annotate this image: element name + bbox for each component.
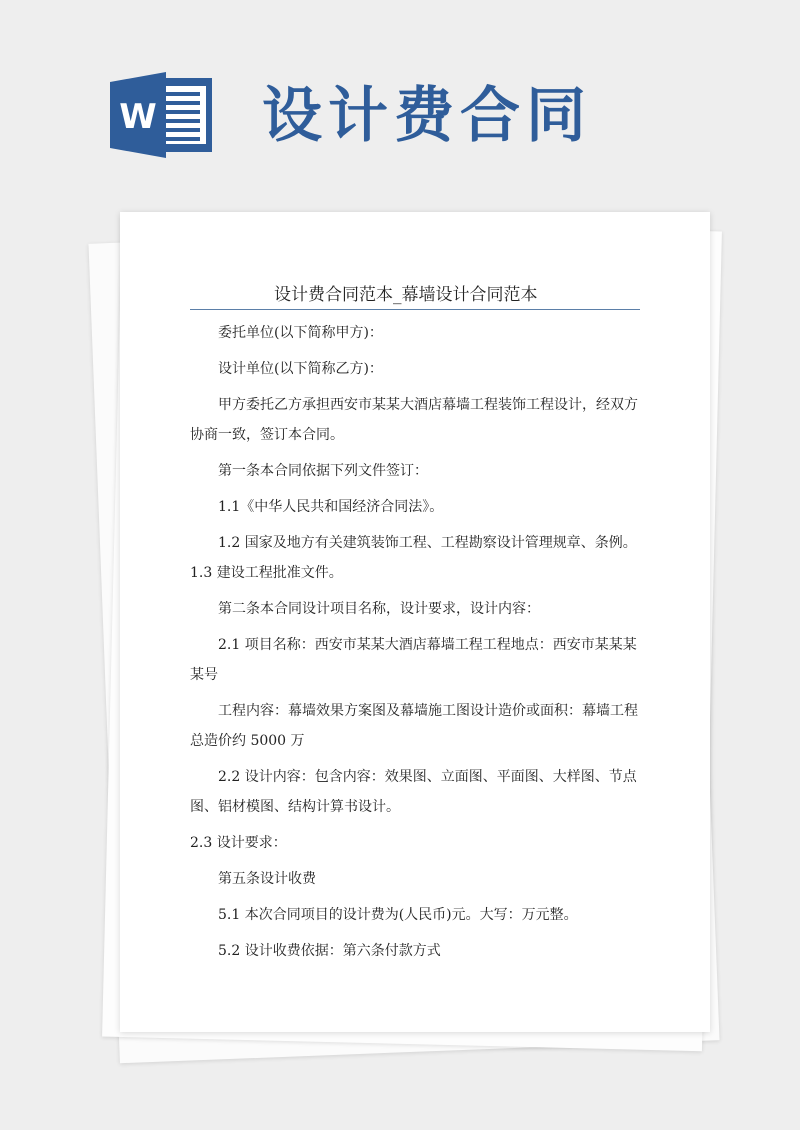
paragraph: 设计单位(以下简称乙方)： [218, 361, 383, 377]
banner-title: 设计费合同 [262, 81, 592, 151]
paragraph: 1.2 国家及地方有关建筑装饰工程、工程勘察设计管理规章、条例。1.3 建设工程批准文件。 [190, 535, 637, 581]
paragraph: 第五条设计收费 [218, 871, 316, 887]
paragraph: 2.1 项目名称：西安市某某大酒店幕墙工程工程地点：西安市某某某某号 [190, 637, 637, 683]
paragraph: 2.2 设计内容：包含内容：效果图、立面图、平面图、大样图、节点图、铝材模图、结构计算书设计。 [190, 769, 637, 815]
word-document-icon [110, 72, 214, 158]
document-body [190, 318, 640, 972]
document-title: 设计费合同范本_幕墙设计合同范本 [274, 285, 538, 305]
paragraph: 2.3 设计要求： [190, 835, 287, 851]
paragraph: 第二条本合同设计项目名称，设计要求，设计内容： [218, 601, 540, 617]
paragraph: 1.1《中华人民共和国经济合同法》。 [218, 499, 444, 515]
paragraph: 委托单位(以下简称甲方)： [218, 325, 383, 341]
banner [0, 0, 800, 200]
paragraph: 5.2 设计收费依据：第六条付款方式 [218, 943, 441, 959]
paragraph: 5.1 本次合同项目的设计费为(人民币)元。大写：万元整。 [218, 907, 578, 923]
word-icon-letter: W [119, 97, 157, 137]
title-underline [190, 309, 640, 310]
paragraph: 工程内容：幕墙效果方案图及幕墙施工图设计造价或面积：幕墙工程总造价约 5000 万 [190, 703, 638, 749]
paragraph: 第一条本合同依据下列文件签订： [218, 463, 428, 479]
paragraph: 甲方委托乙方承担西安市某某大酒店幕墙工程装饰工程设计，经双方协商一致，签订本合同。 [190, 397, 638, 443]
